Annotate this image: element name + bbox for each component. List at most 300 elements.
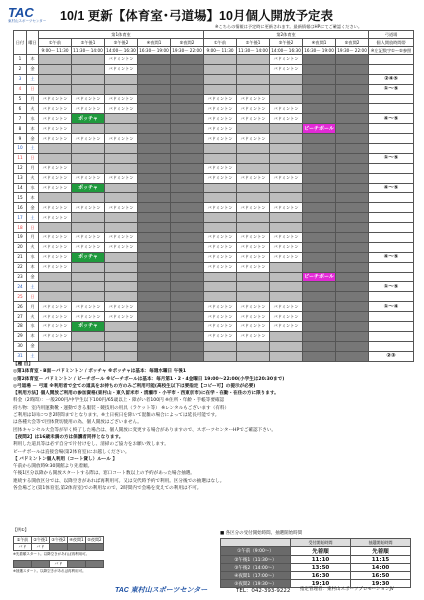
slot-header: ④夜間1 [303, 39, 336, 47]
gym1-cell [72, 341, 105, 351]
gym1-cell: バドミントン [39, 203, 72, 213]
gym1-cell [138, 163, 171, 173]
gym1-cell [171, 341, 204, 351]
times-label: ⑤夜間2（19:30～） [221, 580, 291, 588]
slot-time: 16:30～ 19:00 [139, 47, 169, 53]
table-row [14, 322, 414, 332]
kyudo-cell [369, 203, 414, 213]
slot-time: 14:00～ 16:30 [106, 47, 136, 53]
legend-line: ◎弓道場 － 弓道 ※利用者で全ての道具をお持ちの方のみご利用可能(高校生以下は要指定【コピー可】の提示が必要) [13, 383, 256, 389]
gym2-cell: バドミントン [270, 242, 303, 252]
gym2-cell [204, 351, 237, 361]
gym1-cell [39, 282, 72, 292]
slot-header: ③午後2 [105, 39, 138, 47]
gym2-cell [237, 84, 270, 94]
gym2-cell [270, 163, 303, 173]
gym2-cell [303, 331, 336, 341]
gym1-cell [171, 124, 204, 134]
gym1-cell [39, 341, 72, 351]
gym1-cell [39, 144, 72, 154]
gym2-cell [204, 213, 237, 223]
gym1-cell [138, 233, 171, 243]
gym1-cell [171, 282, 204, 292]
gym2-cell [237, 193, 270, 203]
date-cell: 14 [14, 183, 27, 193]
gym1-cell [138, 302, 171, 312]
dow-cell: 金 [27, 203, 39, 213]
gym2-cell [270, 153, 303, 163]
example-slot: ①午前 [14, 537, 32, 544]
gym2-cell [336, 144, 369, 154]
gym2-cell [303, 252, 336, 262]
gym2-cell: バドミントン [270, 302, 303, 312]
gym1-cell [105, 74, 138, 84]
kyudo-cell: ②③ [369, 351, 414, 361]
gym1-cell [138, 134, 171, 144]
date-cell: 29 [14, 331, 27, 341]
date-cell: 24 [14, 282, 27, 292]
gym1-cell [72, 331, 105, 341]
gym2-cell: ビーチボール [304, 274, 334, 281]
table-row [14, 183, 414, 193]
date-cell: 4 [14, 84, 27, 94]
gym2-cell [237, 153, 270, 163]
gym2-cell [303, 153, 336, 163]
gym1-cell [138, 153, 171, 163]
gym2-cell: バドミントン [237, 134, 270, 144]
gym2-cell [303, 74, 336, 84]
gym1-cell: バドミントン [105, 55, 138, 65]
gym2-cell [237, 163, 270, 173]
gym2-cell [336, 114, 369, 124]
gym1-cell [138, 252, 171, 262]
date-cell: 13 [14, 173, 27, 183]
gym2-cell: バドミントン [270, 173, 303, 183]
gym2-cell [303, 55, 336, 65]
gym2-cell [336, 292, 369, 302]
date-cell: 23 [14, 272, 27, 282]
gym2-cell: バドミントン [204, 94, 237, 104]
date-cell: 10 [14, 144, 27, 154]
gym2-cell [336, 331, 369, 341]
gym2-cell [204, 74, 237, 84]
gym2-cell: バドミントン [237, 104, 270, 114]
gym1-cell [105, 183, 138, 193]
gym1-cell: バドミントン [39, 114, 72, 124]
dow-cell: 日 [27, 292, 39, 302]
gym1-cell [39, 153, 72, 163]
gym2-cell [303, 242, 336, 252]
gym2-cell [336, 134, 369, 144]
table-row [14, 213, 414, 223]
gym1-cell [105, 124, 138, 134]
gym2-cell [303, 203, 336, 213]
kyudo-cell: ④〜⑤ [369, 252, 414, 262]
gym1-cell: バドミントン [39, 134, 72, 144]
legend-line: 連続する開放区分では、以降空きがあれば再利用可。又は交代時予約で利用。区分後での抽選はなし。 [13, 478, 225, 484]
gym1-cell [72, 55, 105, 65]
gym1-cell [105, 163, 138, 173]
gym1-cell: バドミントン [39, 233, 72, 243]
example-cell [14, 561, 32, 568]
dow-cell: 木 [27, 193, 39, 203]
slot-header: ②午後1 [72, 39, 105, 47]
date-cell: 30 [14, 341, 27, 351]
legend-line: 料金（2時間）：一般200円/中学生以下100円/65歳以上・障がい者100円 ※住所・年齢・手帳等要確認 [13, 398, 225, 404]
table-row [14, 203, 414, 213]
example-note-3: ※抽選スタート。以降空きがあれば再利用可。 [13, 569, 86, 573]
gym1-cell: バドミントン [72, 302, 105, 312]
gym2-cell [336, 173, 369, 183]
gym2-cell [237, 183, 270, 193]
gym1-cell [171, 114, 204, 124]
gym1-cell [171, 55, 204, 65]
slot-time: 19:30～ 22:00 [337, 47, 367, 53]
kyudo-cell [369, 292, 414, 302]
date-cell: 6 [14, 104, 27, 114]
gym2-cell [237, 272, 270, 282]
dow-cell: 日 [27, 223, 39, 233]
gym2-cell [204, 282, 237, 292]
legend-line: ご利用は1回につき2時間までとなります。※土日祝日を除いて混雑の場合によっては延長可能です。 [13, 413, 220, 419]
gym1-cell [72, 193, 105, 203]
gym2-cell [336, 322, 369, 332]
date-cell: 18 [14, 223, 27, 233]
kyudo-cell [369, 312, 414, 322]
gym2-cell [204, 153, 237, 163]
times-accept: 11:10 [291, 556, 351, 564]
slot-time: 16:30～ 19:00 [304, 47, 334, 53]
table-row [14, 153, 414, 163]
slot-header: ①午前 [204, 39, 237, 47]
gym1-cell [72, 351, 105, 361]
gym1-cell [138, 272, 171, 282]
table-row [14, 64, 414, 74]
gym1-cell [138, 193, 171, 203]
gym1-cell [105, 144, 138, 154]
gym2-cell: バドミントン [237, 262, 270, 272]
gym1-cell [138, 173, 171, 183]
example-cell: バド [32, 544, 50, 551]
legend-line: 【夜間2】は16歳未満の方は保護者同伴となります。 [13, 434, 124, 440]
kyudo-cell [369, 322, 414, 332]
example-cell [86, 544, 104, 551]
gym1-cell: バドミントン [72, 233, 105, 243]
gym2-cell [204, 223, 237, 233]
gym1-cell [138, 242, 171, 252]
gym1-cell [138, 331, 171, 341]
gym1-header: 第1体育室 [39, 31, 204, 39]
gym2-cell [336, 351, 369, 361]
date-cell: 20 [14, 242, 27, 252]
time-caption: ■ 各区分の受付開始時間、抽選開始時間 [220, 531, 303, 536]
gym1-cell [138, 183, 171, 193]
gym2-cell: バドミントン [237, 203, 270, 213]
gym2-cell [237, 351, 270, 361]
gym2-cell: バドミントン [204, 104, 237, 114]
gym1-cell [138, 124, 171, 134]
gym2-cell [336, 341, 369, 351]
gym1-cell [138, 84, 171, 94]
footer-logo: TAC 東村山スポーツセンター [115, 587, 208, 594]
gym2-cell [270, 183, 303, 193]
gym2-cell [336, 282, 369, 292]
gym2-cell: バドミントン [237, 252, 270, 262]
gym2-cell [237, 74, 270, 84]
gym1-cell: バドミントン [72, 134, 105, 144]
kyudo-cell [369, 144, 414, 154]
table-row [14, 292, 414, 302]
legend-line: 【利用方法】個人開放ご利用の参加資格(東村山・東久留米市・清瀬市・小平市・西東京市)に在学・在勤・在住の方に限ります。 [13, 391, 279, 397]
gym1-cell [105, 322, 138, 332]
gym1-cell [72, 153, 105, 163]
dow-cell: 月 [27, 94, 39, 104]
date-cell: 2 [14, 64, 27, 74]
gym1-cell [171, 262, 204, 272]
gym2-cell [204, 341, 237, 351]
gym1-cell [171, 94, 204, 104]
gym2-cell [303, 104, 336, 114]
gym2-cell [336, 203, 369, 213]
gym2-cell: バドミントン [204, 312, 237, 322]
kyudo-cell [369, 94, 414, 104]
slot-time: 11:30～ 14:00 [238, 47, 268, 53]
kyudo-cell: ①〜⑤ [369, 153, 414, 163]
date-cell: 26 [14, 302, 27, 312]
gym2-cell [303, 233, 336, 243]
gym2-cell [303, 213, 336, 223]
times-lottery: 11:15 [351, 556, 411, 564]
kyudo-note: 個人開放時間帯 [369, 39, 414, 47]
dow-cell: 金 [27, 272, 39, 282]
slot-header: ②午後1 [237, 39, 270, 47]
gym2-cell: バドミントン [270, 312, 303, 322]
example-box [13, 527, 213, 574]
legend-line: 利用した道具等は必ず自分で片付けをし、清掃のご協力をお願い致します。 [13, 442, 169, 448]
gym1-cell [171, 331, 204, 341]
table-row [14, 262, 414, 272]
header [0, 0, 424, 29]
gym2-cell [270, 341, 303, 351]
legend-line: 【 バドミントン個人利用（コート貸し）ルール 】 [13, 456, 118, 462]
gym2-cell [336, 104, 369, 114]
legend-line: 各会場ごと(第1体育室,第2体育室)での利用なので、2時間内で会場を変えての利用は不可。 [13, 486, 202, 492]
dow-cell: 金 [27, 341, 39, 351]
gym1-cell [39, 74, 72, 84]
kyudo-cell [369, 341, 414, 351]
gym1-cell [72, 292, 105, 302]
example-slot: ③午後2 [51, 537, 66, 542]
dow-cell: 土 [27, 351, 39, 361]
gym1-cell: バドミントン [105, 134, 138, 144]
gym1-cell [171, 312, 204, 322]
gym2-cell [336, 94, 369, 104]
gym1-cell [171, 302, 204, 312]
kyudo-cell [369, 193, 414, 203]
gym1-cell [171, 144, 204, 154]
date-cell: 8 [14, 124, 27, 134]
kyudo-cell [369, 331, 414, 341]
gym1-cell [171, 183, 204, 193]
date-cell: 28 [14, 322, 27, 332]
table-row [14, 55, 414, 65]
gym2-header: 第2体育室 [204, 31, 369, 39]
footer [0, 583, 424, 597]
example-table [13, 536, 104, 551]
example-caption: 【例①】 [13, 527, 29, 532]
slot-time: 14:00～ 16:30 [271, 47, 301, 53]
gym2-cell [270, 193, 303, 203]
times-lottery: 19:30 [351, 580, 411, 588]
gym1-cell: バドミントン [72, 312, 105, 322]
gym2-cell [303, 302, 336, 312]
dow-cell: 日 [27, 153, 39, 163]
kyudo-cell: ①〜⑤ [369, 84, 414, 94]
gym1-cell: バドミントン [39, 104, 72, 114]
table-row [14, 233, 414, 243]
gym1-cell [171, 84, 204, 94]
gym2-cell [237, 223, 270, 233]
gym1-cell [72, 84, 105, 94]
date-cell: 7 [14, 114, 27, 124]
gym1-cell [72, 213, 105, 223]
gym2-cell: バドミントン [204, 124, 237, 134]
gym1-cell: バドミントン [39, 322, 72, 332]
gym2-cell: バドミントン [270, 203, 303, 213]
times-lottery: 16:50 [351, 572, 411, 580]
gym1-cell: バドミントン [105, 302, 138, 312]
gym2-cell: バドミントン [237, 331, 270, 341]
slot-time: 9:00～ 11:30 [39, 47, 72, 55]
gym2-cell [303, 163, 336, 173]
dow-cell: 水 [27, 322, 39, 332]
gym2-cell [270, 282, 303, 292]
gym1-cell [72, 64, 105, 74]
gym2-cell [270, 223, 303, 233]
gym1-cell [171, 193, 204, 203]
gym2-cell: バドミントン [204, 331, 237, 341]
legend [13, 361, 411, 492]
gym2-cell [237, 124, 270, 134]
gym2-cell [270, 272, 303, 282]
gym1-cell [138, 351, 171, 361]
times-blank [221, 539, 291, 547]
example-note-1: ※先着順スタート。以降空きがあれば再利用可。 [13, 552, 90, 556]
dow-cell: 土 [27, 213, 39, 223]
gym2-cell: バドミントン [237, 242, 270, 252]
slot-header: ④夜間1 [138, 39, 171, 47]
gym1-cell: バドミントン [39, 163, 72, 173]
example-cell [68, 561, 86, 568]
gym1-cell [105, 213, 138, 223]
gym2-cell [303, 94, 336, 104]
kyudo-cell: ①〜④ [369, 302, 414, 312]
slot-header: ⑤夜間2 [336, 39, 369, 47]
gym2-cell: ビーチボール [304, 125, 334, 132]
gym2-cell: バドミントン [237, 302, 270, 312]
gym1-cell [171, 322, 204, 332]
gym2-cell [204, 193, 237, 203]
table-row [14, 341, 414, 351]
gym2-cell: バドミントン [237, 233, 270, 243]
gym1-cell: バドミントン [39, 252, 72, 262]
gym1-cell [171, 252, 204, 262]
gym2-cell [204, 64, 237, 74]
gym2-cell: バドミントン [204, 173, 237, 183]
gym2-cell [303, 292, 336, 302]
gym1-cell [105, 223, 138, 233]
times-head: 受付開始時間 [291, 539, 351, 547]
legend-line: ビーチボールは直接会場(第2体育室)にお越しください。 [13, 449, 130, 455]
update-notice: ※こちらの情報は予定時に更新されます。最新情報はHPにてご確認ください。 [215, 24, 363, 29]
table-row [14, 272, 414, 282]
gym1-cell [171, 272, 204, 282]
example-cell: バド [14, 544, 32, 551]
times-accept: 先着順 [291, 547, 351, 556]
dow-cell: 土 [27, 74, 39, 84]
gym2-cell [237, 213, 270, 223]
gym2-cell [270, 144, 303, 154]
gym1-cell [138, 282, 171, 292]
table-row [14, 74, 414, 84]
schedule-table [13, 30, 414, 362]
dow-cell: 月 [27, 233, 39, 243]
gym2-cell [303, 282, 336, 292]
times-accept: 16:30 [291, 572, 351, 580]
date-cell: 17 [14, 213, 27, 223]
gym1-cell [171, 242, 204, 252]
gym1-cell [105, 193, 138, 203]
gym2-cell: バドミントン [204, 262, 237, 272]
gym1-cell: バドミントン [105, 312, 138, 322]
gym1-cell: バドミントン [39, 262, 72, 272]
kyudo-cell [369, 163, 414, 173]
example-cell: バド [50, 561, 68, 568]
date-cell: 25 [14, 292, 27, 302]
gym2-cell: バドミントン [270, 104, 303, 114]
gym2-cell [270, 134, 303, 144]
gym2-cell [237, 282, 270, 292]
gym2-cell [336, 312, 369, 322]
gym2-cell [303, 193, 336, 203]
gym2-cell [336, 233, 369, 243]
gym2-cell [270, 213, 303, 223]
gym2-cell [336, 213, 369, 223]
gym1-cell [72, 262, 105, 272]
gym1-cell [39, 223, 72, 233]
gym1-cell: バドミントン [72, 173, 105, 183]
table-row [14, 84, 414, 94]
gym1-cell: バドミントン [39, 302, 72, 312]
gym2-cell [237, 144, 270, 154]
gym1-cell: バドミントン [72, 104, 105, 114]
gym2-cell: バドミントン [204, 242, 237, 252]
gym2-cell [237, 64, 270, 74]
example-slot: ②午後1 [33, 537, 48, 542]
kyudo-cell [369, 134, 414, 144]
kyudo-cell [369, 233, 414, 243]
gym2-cell [270, 292, 303, 302]
gym2-cell [237, 292, 270, 302]
legend-line: ◎第1体育室・B面－バドミントン / ポッチャ ※ポッチャは基本：毎週水曜日 午後1 [13, 369, 187, 375]
gym1-cell [138, 322, 171, 332]
gym2-cell [336, 193, 369, 203]
gym2-cell [303, 322, 336, 332]
page-title: 10/1 更新【体育室･弓道場】10月個人開放予定表 [60, 9, 333, 23]
gym1-cell [105, 153, 138, 163]
gym2-cell: バドミントン [270, 322, 303, 332]
gym1-cell [105, 341, 138, 351]
